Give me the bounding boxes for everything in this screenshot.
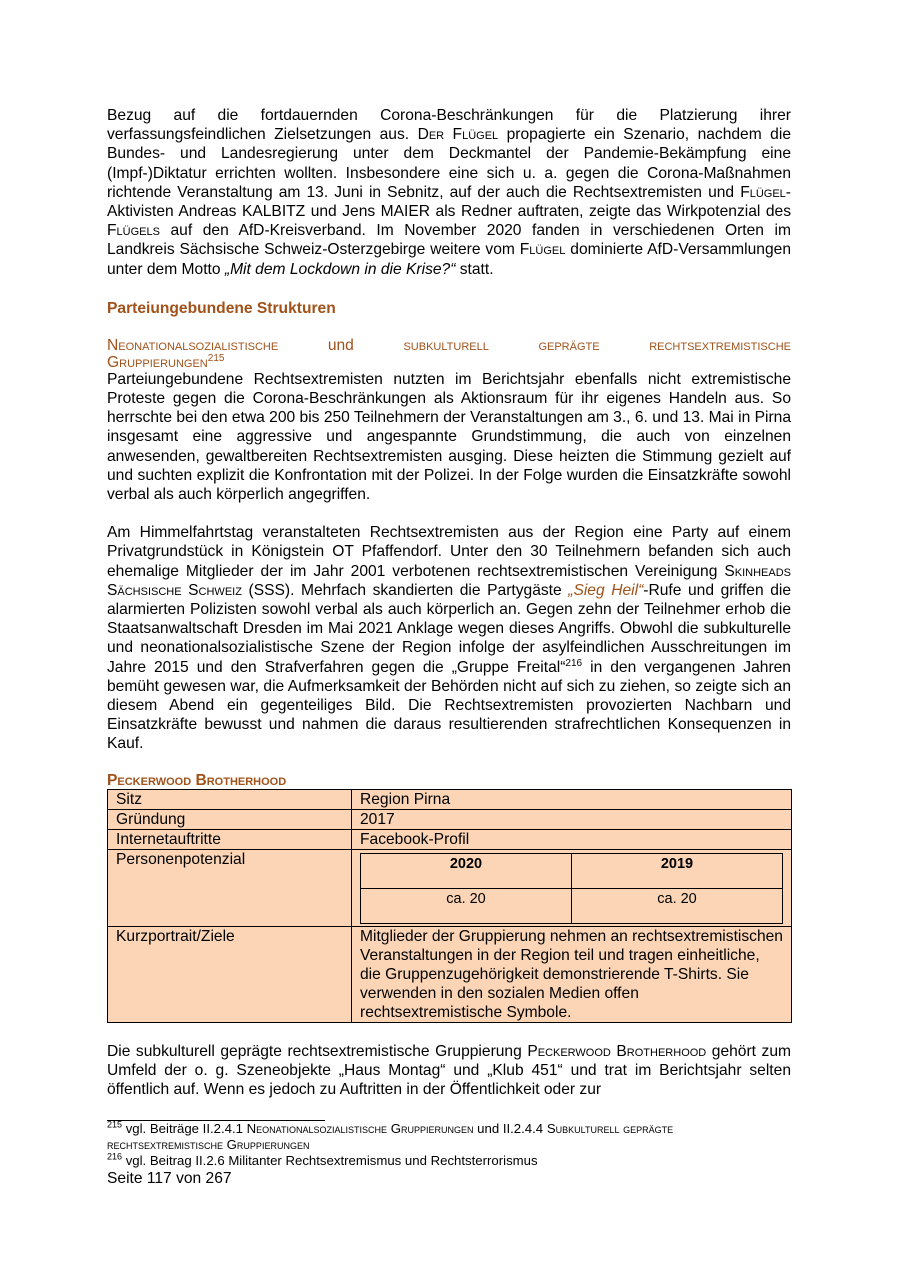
table-row bbox=[108, 789, 792, 809]
footnote-215 bbox=[107, 1121, 791, 1153]
text-run: Bezug auf die fortdauernden Corona-Beschränkungen für die Platzierung ihrer verfassungsfeindlichen Zielsetzungen aus. bbox=[107, 107, 791, 144]
document-page bbox=[107, 106, 791, 1188]
term-der-fluegel: Der Flügel bbox=[417, 126, 499, 144]
section-heading: Parteiungebundene Strukturen bbox=[107, 299, 336, 317]
text-run: -Aktivisten Andreas KALBITZ und Jens MAIER als Redner auftraten, zeigte das Wirkpotenzial des bbox=[107, 183, 791, 221]
fact-table bbox=[107, 789, 792, 1023]
sitz-value: Region Pirna bbox=[352, 789, 792, 809]
footnote-number: 215 bbox=[107, 1119, 123, 1130]
footnote-term: Subkulturell geprägte rechtsextremistische Gruppierungen bbox=[107, 1121, 674, 1153]
text-run: in den vergangenen Jahren bemüht gewesen war, die Aufmerksamkeit der Behörden nicht auf sich zu ziehen, so zeigte sich an diesem Abend ein gegenteiliges Bild. Die Rechtsextremisten provozierten Nachbarn und Einsatzkräfte bewusst und nahmen die daraus resultierenden strafrechtlichen Konsequenzen in Kauf. bbox=[107, 658, 791, 753]
paragraph-pirna: Parteiungebundene Rechtsextremisten nutzten im Berichtsjahr ebenfalls nicht extremistische Proteste gegen die Corona-Beschränkungen als Aktionsraum für ihr eigenes Handeln aus. So herrschte bei den etwa 200 bis 250 Teilnehmern der Veranstaltungen am 3., 6. und 13. Mai in Pirna insgesamt eine aggressive und angespannte Grundstimmung, die auch von einzelnen anwesenden, gewaltbereiten Rechtsextremisten ausging. Diese heizten die Stimmung gezielt auf und suchten explizit die Konfrontation mit der Polizei. In der Folge wurden die Einsatzkräfte sowohl verbal als auch körperlich angegriffen. bbox=[107, 370, 791, 504]
footnote-ref-216[interactable]: 216 bbox=[565, 657, 583, 669]
term-peckerwood: Peckerwood Brotherhood bbox=[527, 1042, 707, 1060]
text-run: vgl. Beiträge II.2.4.1 bbox=[122, 1121, 247, 1137]
personen-table bbox=[360, 853, 783, 924]
table-title: Peckerwood Brotherhood bbox=[107, 771, 287, 789]
text-run: statt. bbox=[455, 260, 494, 278]
year-2020: 2020 bbox=[361, 853, 572, 888]
table-row bbox=[108, 829, 792, 849]
text-run: gehört zum Umfeld der o. g. Szeneobjekte „Haus Montag“ und „Klub 451“ und trat im Berichtsjahr selten öffentlich auf. Wenn es jedoch zu Auftritten in der Öffentlichkeit oder zur bbox=[107, 1042, 791, 1099]
text-run: vgl. Beitrag II.2.6 Militanter Rechtsextremismus und Rechtsterrorismus bbox=[122, 1153, 538, 1169]
kurz-label: Kurzportrait/Ziele bbox=[108, 926, 352, 1022]
group-heading-line2 bbox=[107, 352, 791, 371]
personen-value-cell bbox=[352, 849, 792, 926]
term-fluegel: Flügel bbox=[740, 183, 786, 201]
value-2019: ca. 20 bbox=[572, 888, 783, 923]
term-fluegel: Flügel bbox=[519, 241, 566, 259]
motto-quote: „Mit dem Lockdown in die Krise?“ bbox=[224, 260, 456, 278]
footnote-term: Neonationalsozialistische Gruppierungen bbox=[246, 1121, 474, 1137]
heading-word: Neonationalsozialistische bbox=[107, 336, 279, 354]
heading-word: und bbox=[327, 336, 354, 354]
gruendung-label: Gründung bbox=[108, 809, 352, 829]
heading-word: Gruppierungen bbox=[107, 353, 208, 371]
personen-label: Personenpotenzial bbox=[108, 849, 352, 926]
quote-sieg-heil: „Sieg Heil“ bbox=[568, 581, 644, 599]
internet-value: Facebook-Profil bbox=[352, 829, 792, 849]
text-run: Die subkulturell geprägte rechtsextremistische Gruppierung bbox=[107, 1042, 528, 1060]
heading-word: subkulturell bbox=[403, 336, 489, 354]
text-run: und II.2.4.4 bbox=[473, 1121, 547, 1137]
kurz-value: Mitglieder der Gruppierung nehmen an rechtsextremistischen Veranstaltungen in der Region teil und tragen einheitliche, die Gruppenzugehörigkeit demonstrierende T-Shirts. Sie verwenden in den sozialen Medien offen rechtsextremistische Symbole. bbox=[352, 926, 792, 1022]
gruendung-value: 2017 bbox=[352, 809, 792, 829]
footnote-216 bbox=[107, 1153, 791, 1169]
text-run: propagierte ein Szenario, nachdem die Bundes- und Landesregierung unter dem Deckmantel der Pandemie-Bekämpfung eine (Impf-)Diktatur errichten wollten. Insbesondere eine sich u. a. gegen die Corona-Maßnahmen richtende Veranstaltung am 13. Juni in Sebnitz, auf der auch die Rechtsextremisten und bbox=[107, 126, 791, 201]
footnote-number: 216 bbox=[107, 1151, 123, 1162]
heading-word: geprägte bbox=[538, 336, 600, 354]
paragraph-peckerwood bbox=[107, 1042, 791, 1100]
sitz-label: Sitz bbox=[108, 789, 352, 809]
paragraph-himmelfahrt bbox=[107, 523, 791, 753]
text-run: dominierte AfD-Versammlungen unter dem Motto bbox=[107, 241, 791, 278]
heading-word: rechtsextremistische bbox=[649, 336, 791, 354]
footnote-ref-215[interactable]: 215 bbox=[207, 352, 225, 364]
term-fluegels: Flügels bbox=[107, 222, 160, 240]
text-run: Am Himmelfahrtstag veranstalteten Rechtsextremisten aus der Region eine Party auf einem Privatgrundstück in Königstein OT Pfaffendorf. Unter den 30 Teilnehmern befanden sich auch ehemalige Mitglieder der im Jahr 2001 verbotenen rechtsextremistischen Vereinigung bbox=[107, 524, 791, 580]
year-2019: 2019 bbox=[572, 853, 783, 888]
text-run: auf den AfD-Kreisverband. Im November 2020 fanden in verschiedenen Orten im Landkreis Sächsische Schweiz-Osterzgebirge weitere vom bbox=[107, 222, 791, 259]
text-run: -Rufe und griffen die alarmierten Polizisten sowohl verbal als auch körperlich an. Gegen zehn der Teilnehmer erhob die Staatsanwaltschaft Dresden im Mai 2021 Anklage wegen dieses Angriffs. Obwohl die subkulturelle und neonationalsozialistische Szene der Region infolge der asylfeindlichen Ausschreitungen im Jahre 2015 und den Strafverfahren gegen die „Gruppe Freital“ bbox=[107, 581, 792, 676]
table-row bbox=[108, 926, 792, 1022]
text-run: (SSS). Mehrfach skandierten die Partygäste bbox=[241, 581, 569, 599]
page-number: Seite 117 von 267 bbox=[107, 1170, 232, 1188]
value-2020: ca. 20 bbox=[361, 888, 572, 923]
paragraph-fluegel bbox=[107, 106, 791, 279]
term-sss: Skinheads Sächsische Schweiz bbox=[107, 562, 791, 599]
table-row bbox=[108, 849, 792, 926]
internet-label: Internetauftritte bbox=[108, 829, 352, 849]
table-row bbox=[108, 809, 792, 829]
